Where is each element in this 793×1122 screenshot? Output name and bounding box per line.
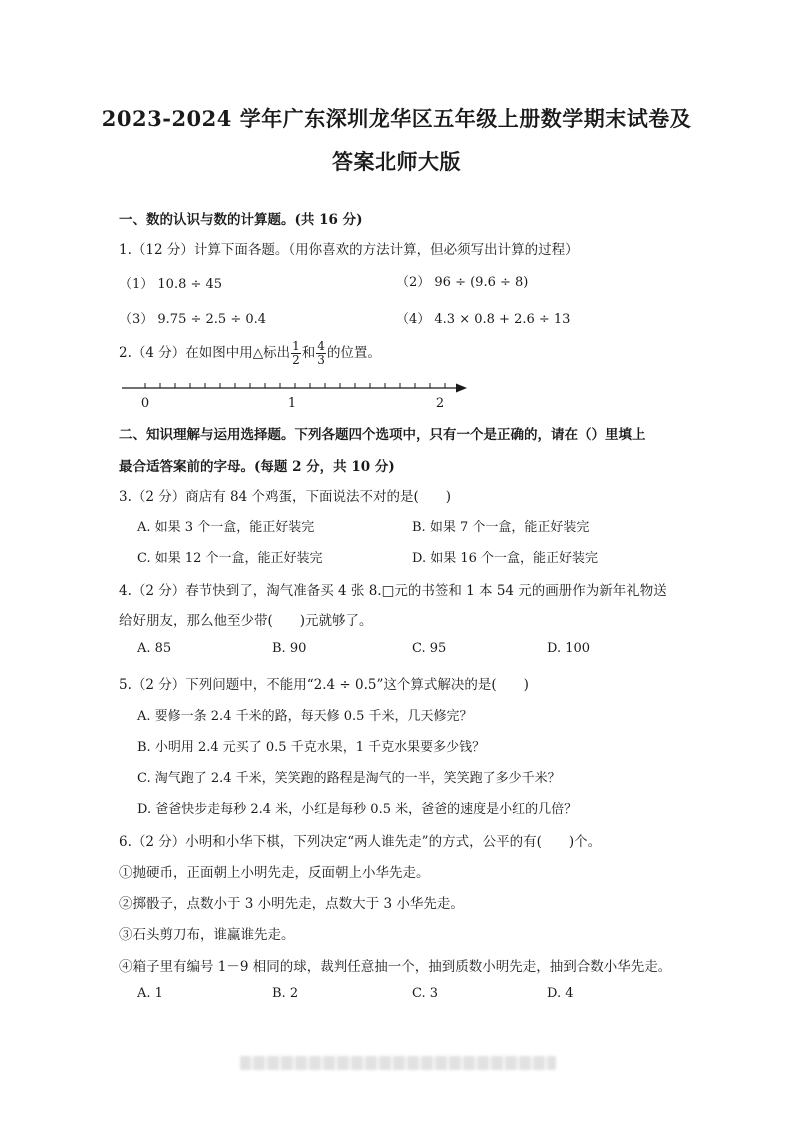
q4-option-d: D. 100 [547, 641, 591, 656]
arrow-right-icon [456, 384, 467, 393]
q6-option-a: A. 1 [137, 986, 163, 1001]
q1-item-1: （1） 10.8 ÷ 45 [119, 277, 223, 292]
tick-label-2: 2 [435, 396, 445, 411]
number-line-ticks [145, 383, 445, 388]
q5-option-a: A. 要修一条 2.4 千米的路，每天修 0.5 千米，几天修完？ [137, 709, 473, 724]
q3-option-b: B. 如果 7 个一盒，能正好装完 [412, 520, 590, 535]
q4-option-c: C. 95 [412, 641, 447, 656]
q3-option-c: C. 如果 12 个一盒，能正好装完 [137, 551, 323, 566]
fraction-four-thirds [316, 340, 326, 367]
q6-option-b: B. 2 [272, 986, 299, 1001]
q5-option-c: C. 淘气跑了 2.4 千米，笑笑跑的路程是淘气的一半，笑笑跑了多少千米？ [137, 771, 561, 786]
q4-stem-line2: 给好朋友，那么他至少带( )元就够了。 [119, 613, 373, 629]
q3-option-a: A. 如果 3 个一盒，能正好装完 [137, 520, 315, 535]
q4-stem-line1: 4.（2 分）春节快到了，淘气准备买 4 张 8.□元的书签和 1 本 54 元的画册作为新年礼物送 [119, 583, 667, 599]
q4-option-a: A. 85 [137, 641, 172, 656]
q1-stem: 1.（12 分）计算下面各题。（用你喜欢的方法计算，但必须写出计算的过程） [119, 242, 579, 258]
q3-stem: 3.（2 分）商店有 84 个鸡蛋，下面说法不对的是( ) [119, 489, 452, 505]
tick-label-1: 1 [287, 396, 297, 411]
q6-item-2: ②掷骰子，点数小于 3 小明先走，点数大于 3 小华先走。 [119, 896, 464, 912]
q2-stem [119, 340, 381, 367]
q2-and: 和 [301, 345, 316, 361]
q6-item-4: ④箱子里有编号 1－9 相同的球，裁判任意抽一个，抽到质数小明先走，抽到合数小华先走。 [119, 959, 672, 975]
section2-heading-line1: 二、知识理解与运用选择题。下列各题四个选项中，只有一个是正确的，请在（）里填上 [119, 427, 646, 443]
q5-option-d: D. 爸爸快步走每秒 2.4 米，小红是每秒 0.5 米，爸爸的速度是小红的几倍？ [137, 802, 578, 817]
q5-stem: 5.（2 分）下列问题中，不能用“2.4 ÷ 0.5”这个算式解决的是( ) [119, 677, 529, 693]
q6-option-c: C. 3 [412, 986, 439, 1001]
fraction-denominator: 2 [292, 353, 300, 367]
q6-option-d: D. 4 [547, 986, 574, 1001]
fraction-numerator: 4 [317, 339, 325, 353]
blurred-watermark [240, 1056, 556, 1070]
q5-option-b: B. 小明用 2.4 元买了 0.5 千克水果，1 千克水果要多少钱？ [137, 740, 486, 755]
q2-prefix: 2.（4 分）在如图中用△标出 [119, 345, 291, 361]
q3-option-d: D. 如果 16 个一盒，能正好装完 [412, 551, 599, 566]
tick-label-0: 0 [140, 396, 150, 411]
q1-item-2: （2） 96 ÷ (9.6 ÷ 8) [396, 275, 529, 290]
q1-item-4: （4） 4.3 × 0.8 + 2.6 ÷ 13 [396, 312, 571, 327]
section1-heading: 一、数的认识与数的计算题。(共 16 分) [119, 212, 363, 228]
fraction-numerator: 1 [292, 339, 300, 353]
q6-item-3: ③石头剪刀布，谁赢谁先走。 [119, 927, 295, 943]
document-title-line2: 答案北师大版 [332, 149, 461, 174]
q6-item-1: ①抛硬币，正面朝上小明先走，反面朝上小华先走。 [119, 865, 430, 881]
q1-item-3: （3） 9.75 ÷ 2.5 ÷ 0.4 [119, 312, 267, 327]
section2-heading-line2: 最合适答案前的字母。(每题 2 分，共 10 分) [119, 459, 395, 475]
q2-suffix: 的位置。 [326, 345, 381, 361]
fraction-denominator: 3 [317, 353, 325, 367]
q4-option-b: B. 90 [272, 641, 307, 656]
fraction-one-half [291, 340, 301, 367]
number-line [118, 379, 478, 413]
q6-stem: 6.（2 分）小明和小华下棋，下列决定“两人谁先走”的方式，公平的有( )个。 [119, 834, 602, 850]
document-title-line1: 2023-2024 学年广东深圳龙华区五年级上册数学期末试卷及 [101, 106, 692, 131]
